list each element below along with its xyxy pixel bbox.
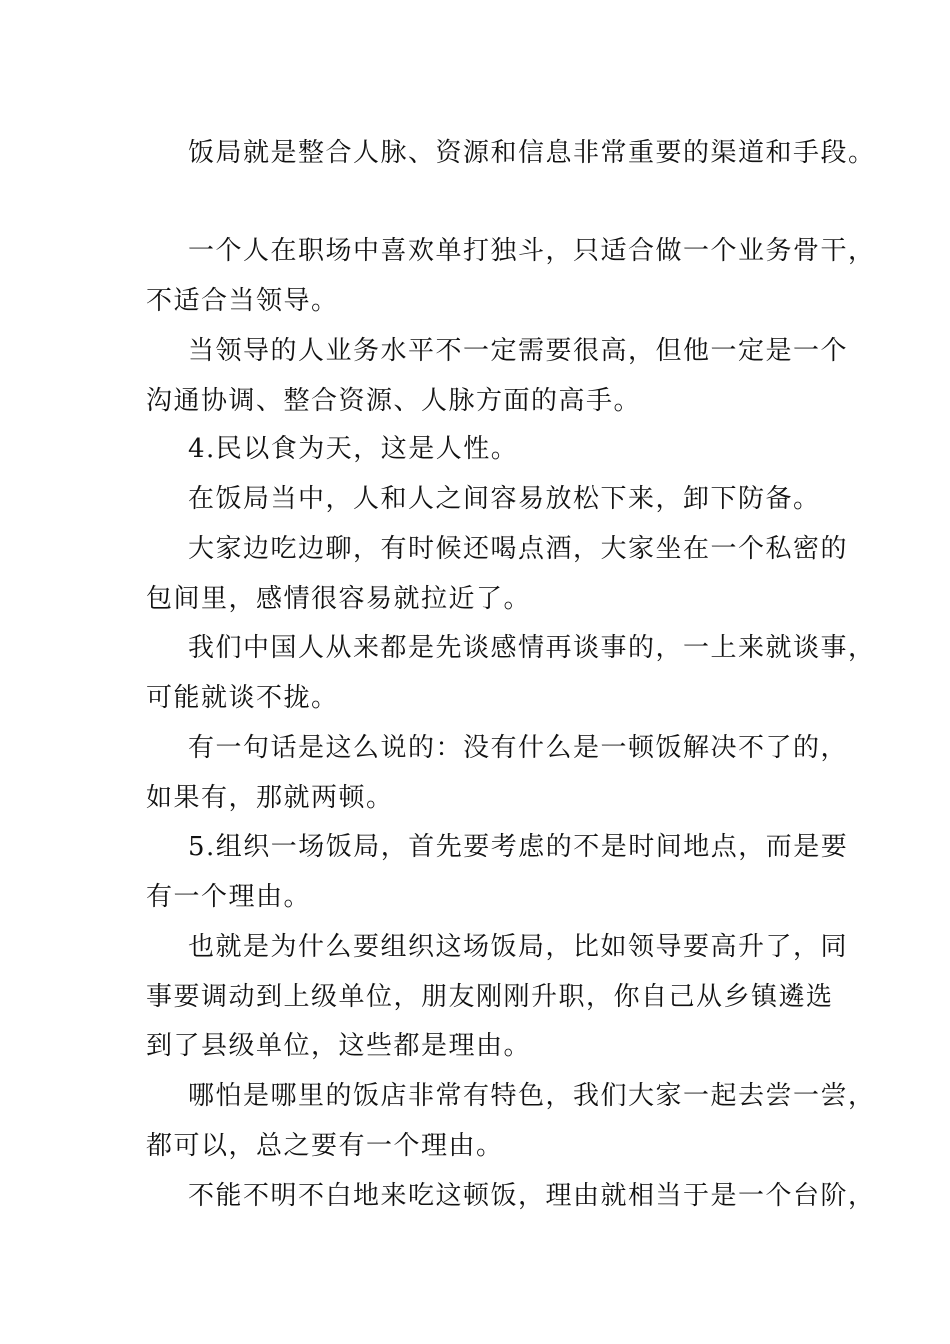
paragraph-line: 不能不明不白地来吃这顿饭，理由就相当于是一个台阶， — [188, 1181, 876, 1211]
paragraph-line: 我们中国人从来都是先谈感情再谈事的，一上来就谈事， — [188, 633, 876, 663]
paragraph-line: 有一个理由。 — [146, 882, 312, 912]
paragraph-line: 在饭局当中，人和人之间容易放松下来，卸下防备。 — [188, 484, 821, 514]
paragraph-line: 事要调动到上级单位，朋友刚刚升职，你自己从乡镇遴选 — [146, 982, 834, 1012]
paragraph-line: 大家边吃边聊，有时候还喝点酒，大家坐在一个私密的 — [188, 534, 849, 564]
paragraph-line: 也就是为什么要组织这场饭局，比如领导要高升了，同 — [188, 932, 849, 962]
paragraph-line: 如果有，那就两顿。 — [146, 783, 394, 813]
paragraph-line: 不适合当领导。 — [146, 286, 339, 316]
paragraph-line: 当领导的人业务水平不一定需要很高，但他一定是一个 — [188, 336, 849, 366]
paragraph-line: 饭局就是整合人脉、资源和信息非常重要的渠道和手段。 — [188, 138, 876, 168]
paragraph-line: 到了县级单位，这些都是理由。 — [146, 1031, 532, 1061]
paragraph-line: 沟通协调、整合资源、人脉方面的高手。 — [146, 386, 642, 416]
numbered-heading-line: 4.民以食为天，这是人性。 — [188, 434, 519, 464]
paragraph-line: 包间里，感情很容易就拉近了。 — [146, 584, 532, 614]
paragraph-line: 一个人在职场中喜欢单打独斗，只适合做一个业务骨干， — [188, 236, 876, 266]
numbered-heading-line: 5.组织一场饭局，首先要考虑的不是时间地点，而是要 — [188, 832, 849, 862]
paragraph-line: 可能就谈不拢。 — [146, 683, 339, 713]
paragraph-line: 有一句话是这么说的：没有什么是一顿饭解决不了的， — [188, 733, 849, 763]
paragraph-line: 哪怕是哪里的饭店非常有特色，我们大家一起去尝一尝， — [188, 1081, 876, 1111]
paragraph-line: 都可以，总之要有一个理由。 — [146, 1131, 504, 1161]
